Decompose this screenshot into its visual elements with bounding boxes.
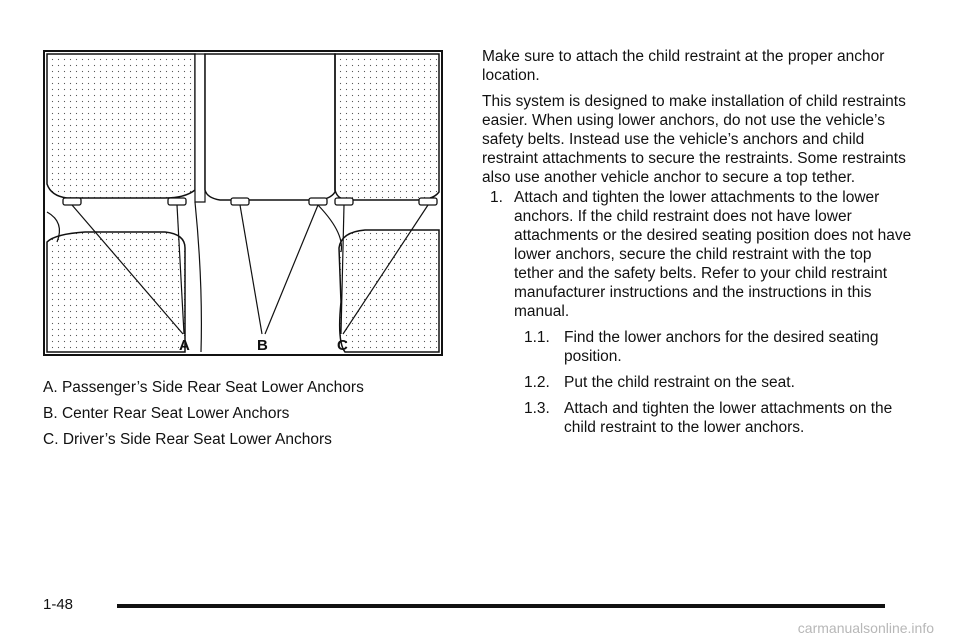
figure-label-a: A bbox=[179, 337, 190, 354]
caption-b bbox=[43, 404, 443, 423]
anchor-b-right bbox=[309, 198, 327, 205]
center-divider bbox=[195, 54, 205, 202]
caption-c bbox=[43, 430, 443, 449]
left-seatback bbox=[47, 54, 195, 198]
caption-text: Passenger’s Side Rear Seat Lower Anchors bbox=[61, 379, 364, 396]
caption-a bbox=[43, 378, 443, 397]
step-1 bbox=[482, 188, 912, 321]
seat-anchor-drawing bbox=[45, 52, 441, 354]
caption-letter: C. bbox=[43, 431, 59, 448]
step-number: 1. bbox=[490, 189, 503, 206]
anchor-c-left bbox=[335, 198, 353, 205]
system-paragraph: This system is designed to make installation of child restraints easier. When using lower anchors, do not use the vehicle’s safety belts. Instead use the vehicle’s anchors and child restraint attachments to secure the restraints. Some restraints also use another vehicle anchor to secure a top tether. bbox=[482, 93, 906, 186]
right-seatback bbox=[335, 54, 439, 200]
leader-b-2 bbox=[265, 205, 318, 334]
substep-1-1 bbox=[482, 328, 912, 366]
anchor-c-right bbox=[419, 198, 437, 205]
right-edge-line bbox=[315, 202, 341, 252]
footer-rule bbox=[117, 604, 885, 608]
step-text: Attach and tighten the lower attachments to the lower anchors. If the child restraint does not have lower attachments or the desired seating position does not have lower anchors, secure the child restraint with the top tether and the safety belts. Refer to your child restraint manufacturer instructions and the instructions in this manual. bbox=[514, 189, 912, 320]
body-text bbox=[482, 47, 912, 437]
substep-text: Put the child restraint on the seat. bbox=[564, 374, 795, 391]
center-cushion-line bbox=[195, 202, 201, 352]
substep-number: 1.3. bbox=[524, 400, 550, 417]
substep-1-2 bbox=[482, 373, 912, 392]
anchor-a-left bbox=[63, 198, 81, 205]
right-seat-cushion bbox=[339, 230, 439, 352]
substep-number: 1.2. bbox=[524, 374, 550, 391]
leader-b-1 bbox=[240, 205, 262, 334]
substep-number: 1.1. bbox=[524, 329, 550, 346]
substep-text: Find the lower anchors for the desired seating position. bbox=[564, 329, 879, 365]
intro-paragraph: Make sure to attach the child restraint at the proper anchor location. bbox=[482, 48, 885, 84]
left-seat-cushion bbox=[47, 232, 185, 352]
caption-letter: B. bbox=[43, 405, 58, 422]
figure-captions bbox=[43, 378, 443, 456]
watermark: carmanualsonline.info bbox=[797, 620, 934, 636]
center-seatback bbox=[205, 54, 335, 200]
substep-text: Attach and tighten the lower attachments on the child restraint to the lower anchors. bbox=[564, 400, 893, 436]
figure-label-b: B bbox=[257, 337, 268, 354]
seat-anchor-illustration bbox=[43, 50, 443, 356]
page-number: 1-48 bbox=[43, 596, 74, 613]
caption-letter: A. bbox=[43, 379, 58, 396]
caption-text: Center Rear Seat Lower Anchors bbox=[61, 405, 290, 422]
anchor-a-right bbox=[168, 198, 186, 205]
anchor-b-left bbox=[231, 198, 249, 205]
substep-1-3 bbox=[482, 399, 912, 437]
figure-label-c: C bbox=[337, 337, 348, 354]
caption-text: Driver’s Side Rear Seat Lower Anchors bbox=[62, 431, 332, 448]
